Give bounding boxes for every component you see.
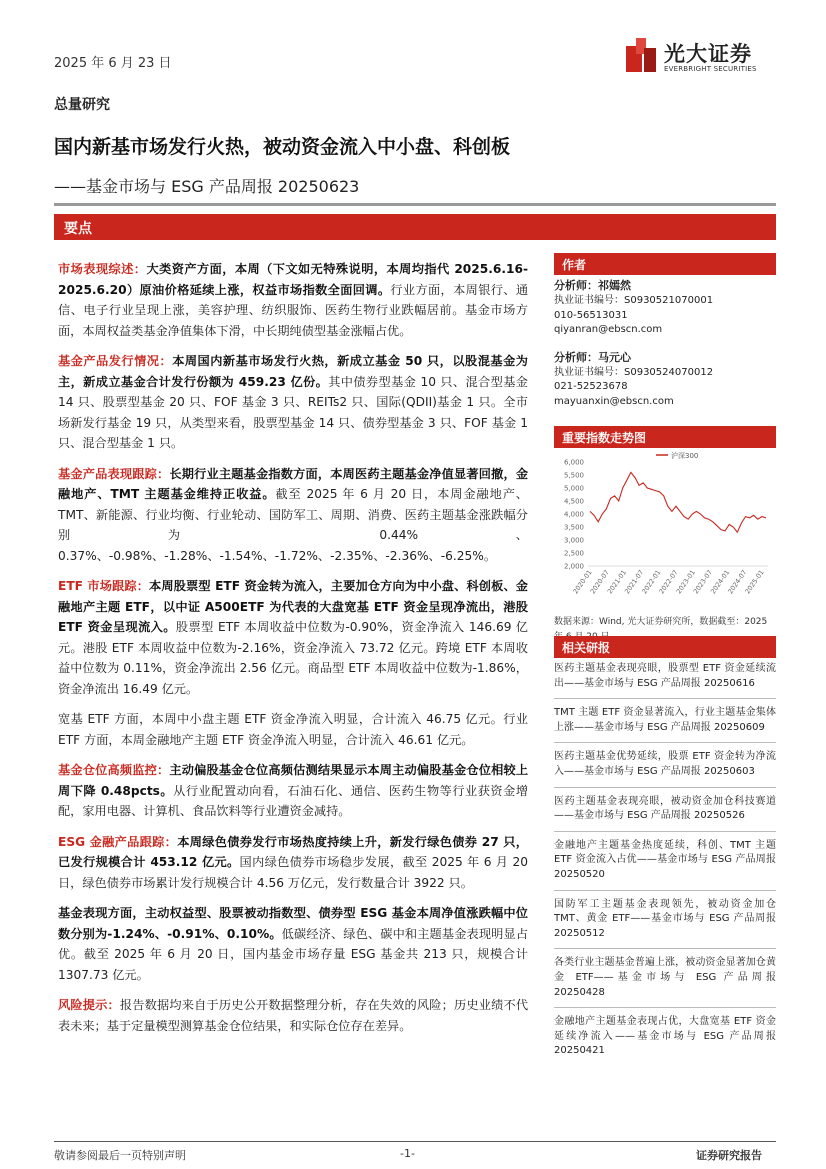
related-report-link[interactable]: 医药主题基金优势延续，股票 ETF 资金转为净流入——基金市场与 ESG 产品周报 20250603 <box>554 749 776 787</box>
related-research-section <box>554 636 776 1072</box>
x-tick-label: 2023-01 <box>674 568 697 596</box>
y-tick-label: 3,000 <box>563 536 584 545</box>
report-subtitle: ——基金市场与 ESG 产品周报 20250623 <box>54 177 360 196</box>
index-chart-header: 重要指数走势图 <box>554 426 776 448</box>
x-tick-label: 2024-01 <box>709 568 732 596</box>
related-report-link[interactable]: 各类行业主题基金普遍上涨，被动资金显著加仓黄金 ETF——基金市场与 ESG 产品周报 20250428 <box>554 955 776 1008</box>
x-tick-label: 2025-01 <box>743 568 766 596</box>
title-divider <box>54 203 776 206</box>
y-tick-label: 4,500 <box>563 497 584 506</box>
page-number: -1- <box>400 1147 415 1160</box>
footer-disclaimer[interactable]: 敬请参阅最后一页特别声明 <box>54 1149 186 1162</box>
footer-divider <box>54 1141 776 1142</box>
analyst-email[interactable]: qiyanran@ebscn.com <box>554 324 663 336</box>
x-tick-label: 2023-07 <box>691 568 715 596</box>
analyst-card: 分析师：祁嫣然 执业证书编号：S0930521070001 010-56513031 qiyanran@ebscn.com <box>554 278 776 338</box>
series-line-hs300 <box>590 472 766 532</box>
key-points-header <box>54 214 776 240</box>
footer-doc-type: 证券研究报告 <box>696 1149 762 1162</box>
y-tick-label: 6,000 <box>563 458 584 467</box>
related-report-link[interactable]: 国防军工主题基金表现领先，被动资金加仓 TMT、黄金 ETF——基金市场与 ESG 产品周报 20250512 <box>554 897 776 950</box>
index-line-chart <box>554 448 776 608</box>
y-tick-label: 5,000 <box>563 484 584 493</box>
report-title: 国内新基市场发行火热，被动资金流入中小盘、科创板 <box>54 136 511 158</box>
y-tick-label: 3,500 <box>563 523 584 532</box>
y-tick-label: 5,500 <box>563 471 584 480</box>
authors-header: 作者 <box>554 253 776 275</box>
legend-label: 沪深300 <box>671 452 699 460</box>
related-research-header: 相关研报 <box>554 636 776 658</box>
authors-section <box>554 253 776 410</box>
summary-paragraph: 基金产品表现跟踪：长期行业主题基金指数方面，本周医药主题基金净值显著回撤，金融地产、TMT 主题基金维持正收益。截至 2025 年 6 月 20 日，本周金融地产、TMT、新能源、行业均衡、行业轮动、国防军工、周期、消费、医药主题基金涨跌幅分别为 0.44%、0.37%、-0.98%、-1.28%、-1.54%、-1.72%、-2.35%、-2.36%、-6.25%。 <box>58 466 529 563</box>
x-tick-label: 2020-01 <box>571 568 594 596</box>
related-report-link[interactable]: TMT 主题 ETF 资金显著流入，行业主题基金集体上涨——基金市场与 ESG 产品周报 20250609 <box>554 705 776 743</box>
company-logo <box>626 38 776 78</box>
related-report-link[interactable]: 金融地产主题基金热度延续，科创、TMT 主题 ETF 资金流入占优——基金市场与 ESG 产品周报 20250520 <box>554 838 776 891</box>
x-tick-label: 2022-01 <box>640 568 663 596</box>
summary-paragraph: ETF 市场跟踪：本周股票型 ETF 资金转为流入，主要加仓方向为中小盘、科创板、金融地产主题 ETF，以中证 A500ETF 为代表的大盘宽基 ETF 资金呈现净流出，港股 ETF 资金呈现流入。股票型 ETF 本周收益中位数为-0.90%，资金净流入 146.69 亿元。港股 ETF 本周收益中位数为-2.16%，资金净流入 73.72 亿元。跨境 ETF 本周收益中位数为 0.11%，资金净流出 2.56 亿元。商品型 ETF 本周收益中位数为-1.86%，资金净流出 16.49 亿元。 <box>58 579 528 696</box>
logo-mark-icon <box>626 38 656 72</box>
summary-paragraph: 基金仓位高频监控：主动偏股基金仓位高频估测结果显示本周主动偏股基金仓位相较上周下降 0.48pcts。从行业配置动向看，石油石化、通信、医药生物等行业获资金增配，家用电器、计算机、食品饮料等行业遭资金减持。 <box>58 763 529 818</box>
y-tick-label: 2,000 <box>563 562 584 571</box>
summary-paragraph: 市场表现综述：大类资产方面，本周（下文如无特殊说明，本周均指代 2025.6.16-2025.6.20）原油价格延续上涨，权益市场指数全面回调。行业方面，本周银行、通信、电子行业呈现上涨，美容护理、纺织服饰、医药生物行业跌幅居前。基金市场方面，本周权益类基金净值集体下滑，中长期纯债型基金涨幅占优。 <box>58 262 529 338</box>
key-points-body <box>58 259 528 1046</box>
summary-paragraph: 基金产品发行情况：本周国内新基市场发行火热，新成立基金 50 只，以股混基金为主，新成立基金合计发行份额为 459.23 亿份。其中债券型基金 10 只、混合型基金 14 只、股票型基金 20 只、FOF 基金 3 只、REITs2 只、国际(QDII)基金 1 只。全市场新发行基金 19 只，从类型来看，股票型基金 14 只、债券型基金 3 只、FOF 基金 1 只、混合型基金 1 只。 <box>58 354 528 450</box>
related-report-link[interactable]: 医药主题基金表现亮眼，股票型 ETF 资金延续流出——基金市场与 ESG 产品周报 20250616 <box>554 661 776 699</box>
y-tick-label: 4,000 <box>563 510 584 519</box>
x-tick-label: 2021-07 <box>623 568 646 596</box>
key-points-label: 要点 <box>64 221 92 237</box>
analyst-email[interactable]: mayuanxin@ebscn.com <box>554 395 674 407</box>
summary-paragraph: 基金表现方面，主动权益型、股票被动指数型、债券型 ESG 基金本周净值涨跌幅中位数分别为-1.24%、-0.91%、0.10%。低碳经济、绿色、碳中和主题基金表现明显占优。截至 2025 年 6 月 20 日，国内基金市场存量 ESG 基金共 213 只，规模合计 1307.73 亿元。 <box>58 906 529 982</box>
logo-subtext: EVERBRIGHT SECURITIES <box>664 65 757 73</box>
report-date: 2025 年 6 月 23 日 <box>54 56 172 71</box>
related-report-link[interactable]: 金融地产主题基金表现占优，大盘宽基 ETF 资金延续净流入——基金市场与 ESG 产品周报 20250421 <box>554 1016 776 1057</box>
y-tick-label: 2,500 <box>563 549 584 558</box>
risk-paragraph: 风险提示：报告数据均来自于历史公开数据整理分析，存在失效的风险；历史业绩不代表未来；基于定量模型测算基金仓位结果，和实际仓位存在差异。 <box>58 998 529 1033</box>
index-chart-section <box>554 426 776 645</box>
x-tick-label: 2024-07 <box>726 568 749 596</box>
x-tick-label: 2020-07 <box>588 568 611 596</box>
report-type: 总量研究 <box>54 97 110 113</box>
related-report-link[interactable]: 医药主题基金表现亮眼，被动资金加仓科技赛道——基金市场与 ESG 产品周报 20250526 <box>554 794 776 832</box>
chart-source-note: 数据来源：Wind, 光大证券研究所，数据截至：2025 <box>554 617 768 627</box>
x-tick-label: 2022-07 <box>657 568 680 596</box>
x-tick-label: 2021-01 <box>605 568 629 596</box>
summary-paragraph: 宽基 ETF 方面，本周中小盘主题 ETF 资金净流入明显，合计流入 46.75 亿元。行业 ETF 方面，本周金融地产主题 ETF 资金净流入明显，合计流入 46.61 亿元。 <box>58 712 528 747</box>
summary-paragraph: ESG 金融产品跟踪：本周绿色债券发行市场热度持续上升，新发行绿色债券 27 只，已发行规模合计 453.12 亿元。国内绿色债券市场稳步发展，截至 2025 年 6 月 20 日，绿色债券市场累计发行规模合计 4.56 万亿元，发行数量合计 3922 只。 <box>58 834 528 890</box>
analyst-card: 分析师：马元心 执业证书编号：S0930524070012 021-52523678 mayuanxin@ebscn.com <box>554 350 776 410</box>
logo-text: 光大证券 <box>664 42 752 66</box>
